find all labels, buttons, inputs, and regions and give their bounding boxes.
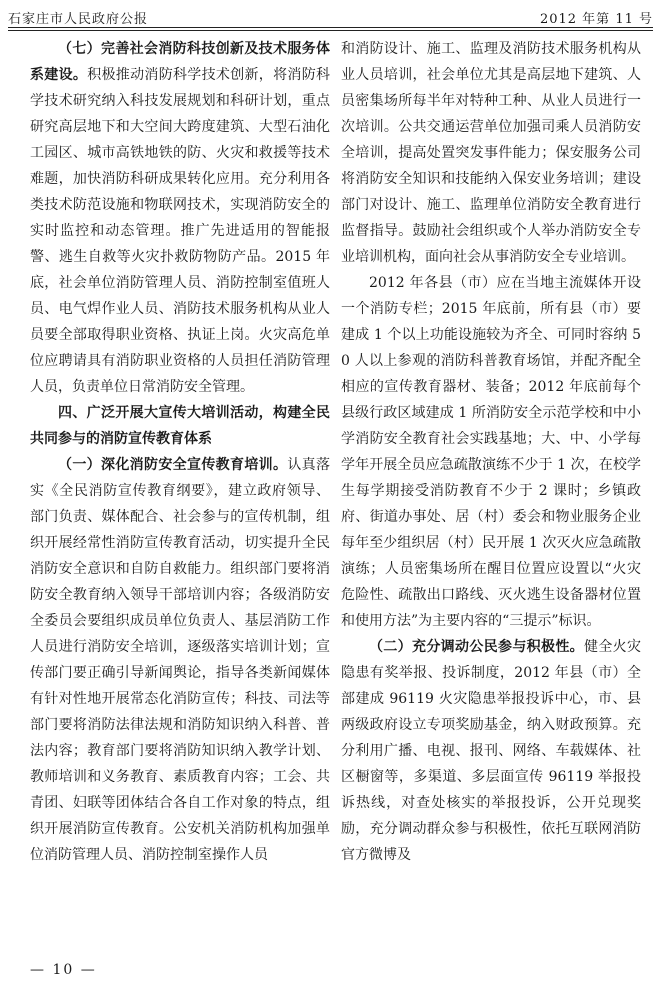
paragraph-text: 认真落实《全民消防宣传教育纲要》，建立政府领导、部门负责、媒体配合、社会参与的宣传机制，组织开展经常性消防宣传教育活动，切实提升全民消防安全意识和自防自救能力。组织部门要将消防安全教育纳入领导干部培训内容；各级消防安全委员会要组织成员单位负责人、基层消防工作人员进行消防安全培训，逐级落实培训计划；宣传部门要正确引导新闻舆论，指导各类新闻媒体有针对性地开展常态化消防宣传；科技、司法等部门要将消防法律法规和消防知识纳入科普、普法内容；教育部门要将消防知识纳入教学计划、教师培训和义务教育、素质教育内容；工会、共青团、妇联等团体结合各自工作对象的特点，组织开展消防宣传教育。公安机关消防机构加强单位消防管理人员、消防控制室操作人员 bbox=[30, 457, 330, 863]
publication-title: 石家庄市人民政府公报 bbox=[8, 12, 149, 27]
page-header bbox=[8, 6, 653, 26]
left-column bbox=[30, 36, 330, 956]
page-number: — 10 — bbox=[30, 962, 97, 978]
right-column bbox=[341, 36, 641, 956]
subsection-heading: （七）完善社会消防科技创新及技术服务体系建设。 bbox=[30, 41, 330, 83]
paragraph bbox=[30, 452, 330, 868]
subsection-heading: （一）深化消防安全宣传教育培训。 bbox=[58, 457, 288, 473]
paragraph: 和消防设计、施工、监理及消防技术服务机构从业人员培训，社会单位尤其是高层地下建筑、人员密集场所每半年对特种工种、从业人员进行一次培训。公共交通运营单位加强司乘人员消防安全培训，提高处置突发事件能力；保安服务公司将消防安全知识和技能纳入保安业务培训；建设部门对设计、施工、监理单位消防安全教育进行监督指导。鼓励社会组织或个人举办消防安全专业培训机构，面向社会从事消防安全专业培训。 bbox=[341, 41, 641, 265]
header-rule-thick bbox=[8, 27, 653, 28]
paragraph-text: 积极推动消防科学技术创新，将消防科学技术研究纳入科技发展规划和科研计划，重点研究高层地下和大空间大跨度建筑、大型石油化工园区、城市高铁地铁的防、火灾和救援等技术难题，加快消防科研成果转化应用。充分利用各类技术防范设施和物联网技术，实现消防安全的实时监控和动态管理。推广先进适用的智能报警、逃生自救等火灾扑救防物防产品。2015 年底，社会单位消防管理人员、消防控制室值班人员、电气焊作业人员、消防技术服务机构从业人员要全部取得职业资格、执证上岗。火灾高危单位应聘请具有消防职业资格的人员担任消防管理人员，负责单位日常消防安全管理。 bbox=[30, 67, 330, 395]
paragraph bbox=[30, 36, 330, 400]
subsection-heading: （二）充分调动公民参与积极性。 bbox=[369, 639, 584, 655]
paragraph bbox=[341, 634, 641, 868]
issue-number: 2012 年第 11 号 bbox=[539, 12, 653, 27]
section-heading: 四、广泛开展大宣传大培训活动，构建全民共同参与的消防宣传教育体系 bbox=[30, 405, 330, 447]
paragraph: 2012 年各县（市）应在当地主流媒体开设一个消防专栏；2015 年底前，所有县（市）要建成 1 个以上功能设施较为齐全、可同时容纳 50 人以上参观的消防科普教育场馆，并配齐配全相应的宣传教育器材、装备；2012 年底前每个县级行政区域建成 1 所消防安全示范学校和中小学消防安全教育社会实践基地；大、中、小学每学年开展全员应急疏散演练不少于 1 次，在校学生每学期接受消防教育不少于 2 课时；乡镇政府、街道办事处、居（村）委会和物业服务企业每年至少组织居（村）民开展 1 次灭火应急疏散演练；人员密集场所在醒目位置应设置以“火灾危险性、疏散出口路线、灭火逃生设备器材位置和使用方法”为主要内容的“三提示”标识。 bbox=[341, 275, 641, 629]
paragraph-text: 健全火灾隐患有奖举报、投诉制度，2012 年县（市）全部建成 96119 火灾隐患举报投诉中心，市、县两级政府设立专项奖励基金，纳入财政预算。充分利用广播、电视、报刊、网络、车载媒体、社区橱窗等，多渠道、多层面宣传 96119 举报投诉热线，对查处核实的举报投诉，公开兑现奖励，充分调动群众参与积极性，依托互联网消防官方微博及 bbox=[341, 639, 641, 863]
header-rule-thin bbox=[8, 30, 653, 31]
